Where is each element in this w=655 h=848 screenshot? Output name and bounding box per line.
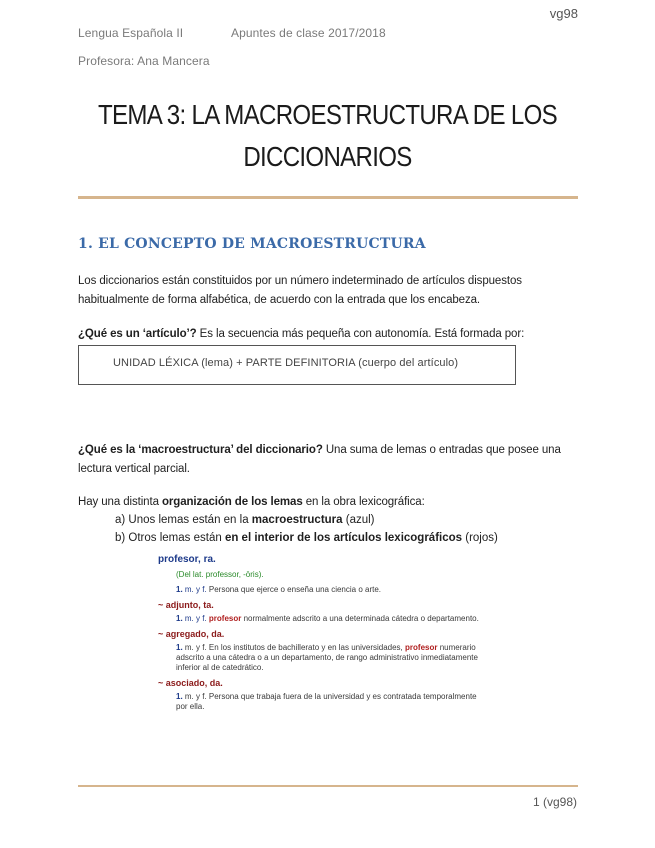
watermark: vg98 <box>549 6 578 21</box>
dict-sub-3-line-2: por ella. <box>176 702 205 711</box>
item-a-post: (azul) <box>342 514 375 526</box>
dict-sub-2-line-3: inferior al de catedrático. <box>176 663 264 672</box>
dict-sub-3: ~ asociado, da. <box>158 678 223 688</box>
question-article <box>78 325 578 344</box>
header-notes: Apuntes de clase 2017/2018 <box>231 26 386 40</box>
title-divider <box>78 196 578 199</box>
dict-sub-2-num: 1. <box>176 643 183 652</box>
intro-line-2: habitualmente de forma alfabética, de acuerdo con la entrada que los encabeza. <box>78 294 481 306</box>
list-item-b <box>115 532 498 544</box>
question-article-text: Es la secuencia más pequeña con autonomía. Está formada por: <box>196 328 525 340</box>
dict-def-1 <box>176 585 518 595</box>
org-pre: Hay una distinta <box>78 496 162 508</box>
title-line-2: DICCIONARIOS <box>243 141 412 172</box>
item-a-pre: a) Unos lemas están en la <box>115 514 252 526</box>
list-item-a <box>115 514 375 526</box>
formula-box <box>78 345 516 385</box>
dict-sub-3-num: 1. <box>176 692 183 701</box>
dict-def-1-text: Persona que ejerce o enseña una ciencia o arte. <box>206 585 382 594</box>
org-bold: organización de los lemas <box>161 496 303 508</box>
dict-sub-2-line-2: adscrito a una cátedra o a un departamento, de rango administrativo inmediatamente <box>176 653 478 662</box>
dict-sub-1-def <box>176 614 518 624</box>
title-line-1: TEMA 3: LA MACROESTRUCTURA DE LOS <box>97 99 557 130</box>
question-macro-text: Una suma de lemas o entradas que posee una <box>322 444 561 456</box>
page-title <box>97 94 557 178</box>
dict-sub-2: ~ agregado, da. <box>158 629 225 639</box>
item-b-post: (rojos) <box>462 532 498 544</box>
dict-sub-3-def <box>176 692 518 712</box>
dictionary-entry-image <box>158 555 518 712</box>
dict-sub-2-def <box>176 643 518 673</box>
header-teacher: Profesora: Ana Mancera <box>78 54 210 68</box>
dict-sub-1-num: 1. <box>176 614 183 623</box>
dict-sub-1: ~ adjunto, ta. <box>158 600 214 610</box>
dict-def-1-gram: m. y f. <box>182 585 207 594</box>
header-course: Lengua Española II <box>78 26 184 40</box>
org-post: en la obra lexicográfica: <box>302 496 425 508</box>
dict-sub-2-red: profesor <box>405 643 438 652</box>
dict-etymology: (Del lat. professor, -ōris). <box>176 570 264 579</box>
dict-sub-3-text: m. y f. Persona que trabaja fuera de la universidad y es contratada temporalmente <box>182 692 477 701</box>
dict-sub-1-red: profesor <box>208 614 242 623</box>
formula-text: UNIDAD LÉXICA (lema) + PARTE DEFINITORIA (cuerpo del artículo) <box>113 357 459 369</box>
page-number: 1 (vg98) <box>532 795 577 809</box>
dict-sub-2-text-a: m. y f. En los institutos de bachillerato y en las universidades, <box>182 643 406 652</box>
question-article-label: ¿Qué es un ‘artículo’? <box>78 328 197 340</box>
organization-intro <box>78 493 578 512</box>
dict-sub-1-text: normalmente adscrito a una determinada cátedra o departamento. <box>241 614 479 623</box>
item-b-pre: b) Otros lemas están <box>115 532 225 544</box>
item-b-bold: en el interior de los artículos lexicográficos <box>224 532 463 544</box>
question-macro-line-2: lectura vertical parcial. <box>78 463 190 475</box>
dict-sub-2-text-b: numerario <box>437 643 476 652</box>
item-a-bold: macroestructura <box>251 514 343 526</box>
dict-sub-1-gram: m. y f. <box>182 614 209 623</box>
dict-lemma: profesor, ra. <box>158 554 216 565</box>
question-macro-label: ¿Qué es la ‘macroestructura’ del diccionario? <box>78 444 323 456</box>
intro-line-1: Los diccionarios están constituidos por un número indeterminado de artículos dispuestos <box>78 275 522 287</box>
dict-def-1-num: 1. <box>176 585 183 594</box>
intro-paragraph <box>78 272 578 310</box>
question-macrostructure <box>78 441 578 479</box>
section-heading: 1. EL CONCEPTO DE MACROESTRUCTURA <box>78 236 426 252</box>
footer-divider <box>78 785 578 787</box>
